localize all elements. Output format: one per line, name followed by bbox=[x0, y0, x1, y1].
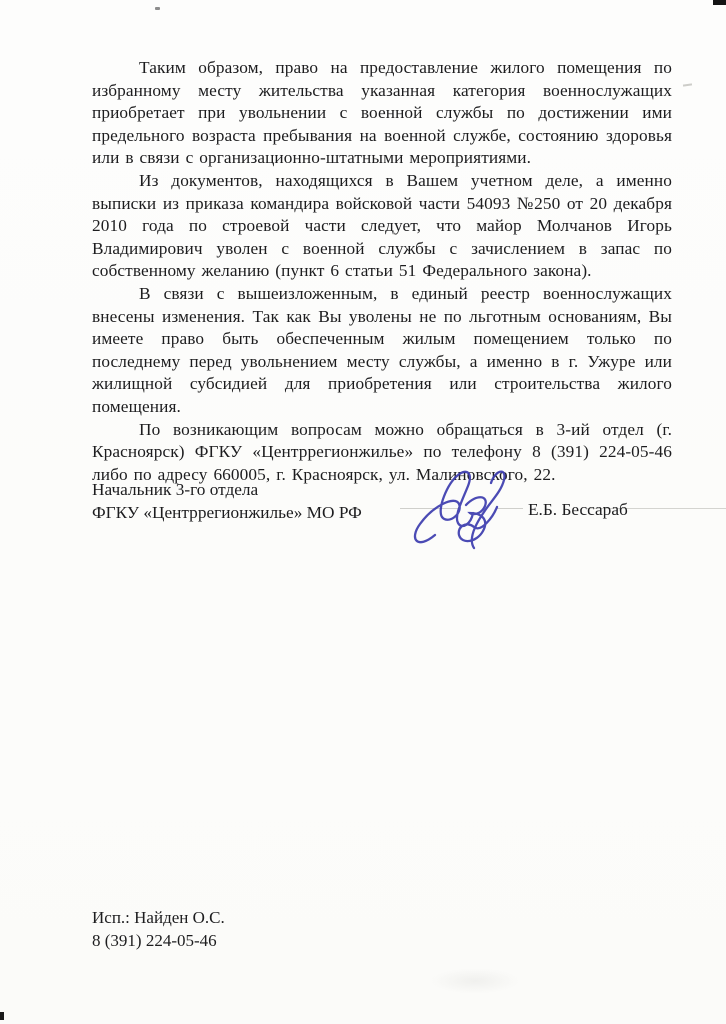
paragraph-housing-right: Таким образом, право на предоставление жилого помещения по избранному месту жительства указанная категория военнослужащих приобретает при увольнении с военной службы по достижении ими предельного возраста пребывания на военной службе, состоянию здоровья или в связи с организационно-штатными мероприятиями. bbox=[92, 58, 672, 168]
signer-title-line2: ФГКУ «Центррегионжилье» МО РФ bbox=[92, 503, 362, 522]
scan-artifact-top-right-mark bbox=[713, 0, 726, 5]
executor-phone: 8 (391) 224-05-46 bbox=[92, 931, 217, 950]
scan-artifact-bottom-left-mark bbox=[0, 1012, 4, 1020]
signer-name: Е.Б. Бессараб bbox=[528, 500, 628, 519]
scan-artifact-speck bbox=[155, 7, 160, 10]
executor-block bbox=[92, 906, 225, 952]
executor-name: Исп.: Найден О.С. bbox=[92, 908, 225, 927]
paragraph-contact-info: По возникающим вопросам можно обращаться в 3-ий отдел (г. Красноярск) ФГКУ «Центррегионжилье» по телефону 8 (391) 224-05-46 либо по адресу 660005, г. Красноярск, ул. Малиновского, 22. bbox=[92, 419, 672, 484]
letter-body bbox=[92, 57, 672, 486]
signer-title-line1: Начальник 3-го отдела bbox=[92, 480, 259, 499]
paragraph-registry-changes: В связи с вышеизложенным, в единый реестр военнослужащих внесены изменения. Так как Вы уволены не по льготным основаниям, Вы имеете право быть обеспеченным жилым помещением только по последнему перед увольнением месту службы, а именно в г. Ужуре или жилищной субсидией для приобретения или строительства жилого помещения. bbox=[92, 283, 672, 416]
signer-title-block bbox=[92, 478, 362, 524]
paragraph-dismissal-order: Из документов, находящихся в Вашем учетном деле, а именно выписки из приказа командира войсковой части 54093 №250 от 20 декабря 2010 года по строевой части следует, что майор Молчанов Игорь Владимирович уволен с военной службы с зачислением в запас по собственному желанию (пункт 6 статьи 51 Федерального закона). bbox=[92, 170, 672, 281]
handwritten-signature-icon bbox=[403, 453, 531, 571]
scan-artifact-smudge bbox=[430, 968, 520, 994]
scan-artifact-dash bbox=[683, 83, 692, 86]
